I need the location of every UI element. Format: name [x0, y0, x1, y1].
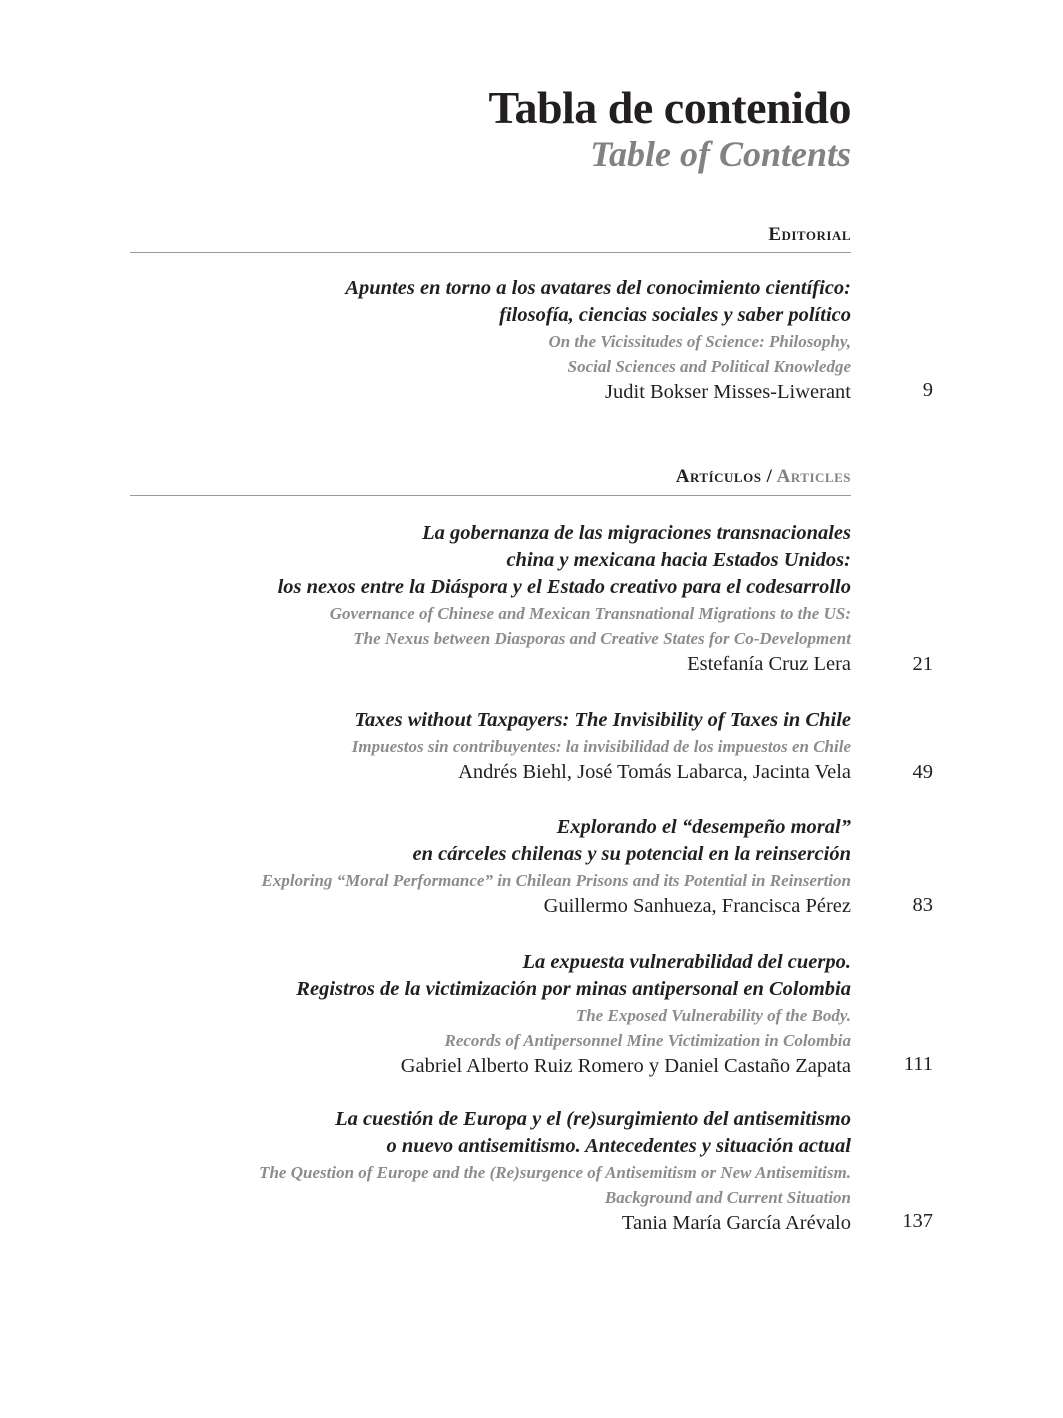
entry-author: Tania María García Arévalo — [621, 1212, 851, 1234]
entry-title-es-line: Apuntes en torno a los avatares del conocimiento científico: — [345, 277, 851, 299]
entry-title-es-line: o nuevo antisemitismo. Antecedentes y situación actual — [386, 1135, 851, 1157]
toc-entry-article[interactable] — [130, 520, 851, 678]
entry-author: Guillermo Sanhueza, Francisca Pérez — [543, 895, 851, 917]
toc-entry-editorial[interactable] — [130, 275, 851, 406]
section-label-separator: / — [761, 466, 777, 487]
entry-title-es-line: filosofía, ciencias sociales y saber político — [499, 304, 851, 326]
entry-title-en-line: Governance of Chinese and Mexican Transnational Migrations to the US: — [329, 604, 851, 623]
entry-title-en-line: On the Vicissitudes of Science: Philosophy, — [548, 332, 851, 351]
entry-title-es-line: los nexos entre la Diáspora y el Estado creativo para el codesarrollo — [277, 576, 851, 598]
entry-title-es-line: china y mexicana hacia Estados Unidos: — [506, 549, 851, 571]
section-divider-articles — [130, 495, 851, 496]
entry-title-es-line: La gobernanza de las migraciones transnacionales — [422, 522, 851, 544]
entry-page-number[interactable]: 137 — [902, 1210, 933, 1232]
entry-page-number[interactable]: 49 — [912, 761, 933, 783]
entry-title-es-line: Registros de la victimización por minas antipersonal en Colombia — [296, 978, 851, 1000]
toc-entry-article[interactable] — [130, 1106, 851, 1237]
entry-title-en-line: Social Sciences and Political Knowledge — [567, 357, 851, 376]
entry-title-es-line: La cuestión de Europa y el (re)surgimiento del antisemitismo — [335, 1108, 851, 1130]
toc-entry-article[interactable] — [130, 949, 851, 1080]
entry-page-number[interactable]: 83 — [912, 894, 933, 916]
entry-title-es-line: Explorando el “desempeño moral” — [556, 816, 851, 838]
entry-title-en-line: The Exposed Vulnerability of the Body. — [575, 1006, 851, 1025]
entry-author: Estefanía Cruz Lera — [687, 653, 851, 675]
entry-title-en-line: The Nexus between Diasporas and Creative States for Co-Development — [353, 629, 851, 648]
entry-title-en-line: The Question of Europe and the (Re)surgence of Antisemitism or New Antisemitism. — [259, 1163, 851, 1182]
toc-entry-article[interactable] — [130, 814, 851, 920]
section-label-articles-en: Articles — [776, 466, 851, 487]
section-heading-editorial — [130, 223, 851, 247]
section-heading-articles — [130, 465, 851, 489]
entry-title-en-line: Background and Current Situation — [604, 1188, 851, 1207]
entry-author: Judit Bokser Misses-Liwerant — [605, 381, 851, 403]
entry-page-number[interactable]: 111 — [903, 1053, 933, 1075]
entry-title-es-line: en cárceles chilenas y su potencial en la reinserción — [412, 843, 851, 865]
entry-page-number[interactable]: 21 — [912, 653, 933, 675]
entry-author: Andrés Biehl, José Tomás Labarca, Jacinta Vela — [458, 761, 851, 783]
section-divider-editorial — [130, 252, 851, 253]
entry-title-en-line: Records of Antipersonnel Mine Victimization in Colombia — [444, 1031, 851, 1050]
entry-author: Gabriel Alberto Ruiz Romero y Daniel Castaño Zapata — [400, 1055, 851, 1077]
entry-title-es-line: Taxes without Taxpayers: The Invisibility of Taxes in Chile — [354, 709, 851, 731]
section-label-editorial: Editorial — [768, 224, 851, 245]
page-title: Tabla de contenido — [488, 82, 851, 133]
page-subtitle: Table of Contents — [590, 134, 851, 174]
entry-title-es-line: La expuesta vulnerabilidad del cuerpo. — [522, 951, 851, 973]
entry-title-en-line: Impuestos sin contribuyentes: la invisibilidad de los impuestos en Chile — [351, 737, 851, 756]
toc-entry-article[interactable] — [130, 707, 851, 786]
entry-title-en-line: Exploring “Moral Performance” in Chilean Prisons and its Potential in Reinsertion — [261, 871, 851, 890]
section-label-articles-es: Artículos — [675, 466, 762, 487]
entry-page-number[interactable]: 9 — [922, 379, 933, 401]
